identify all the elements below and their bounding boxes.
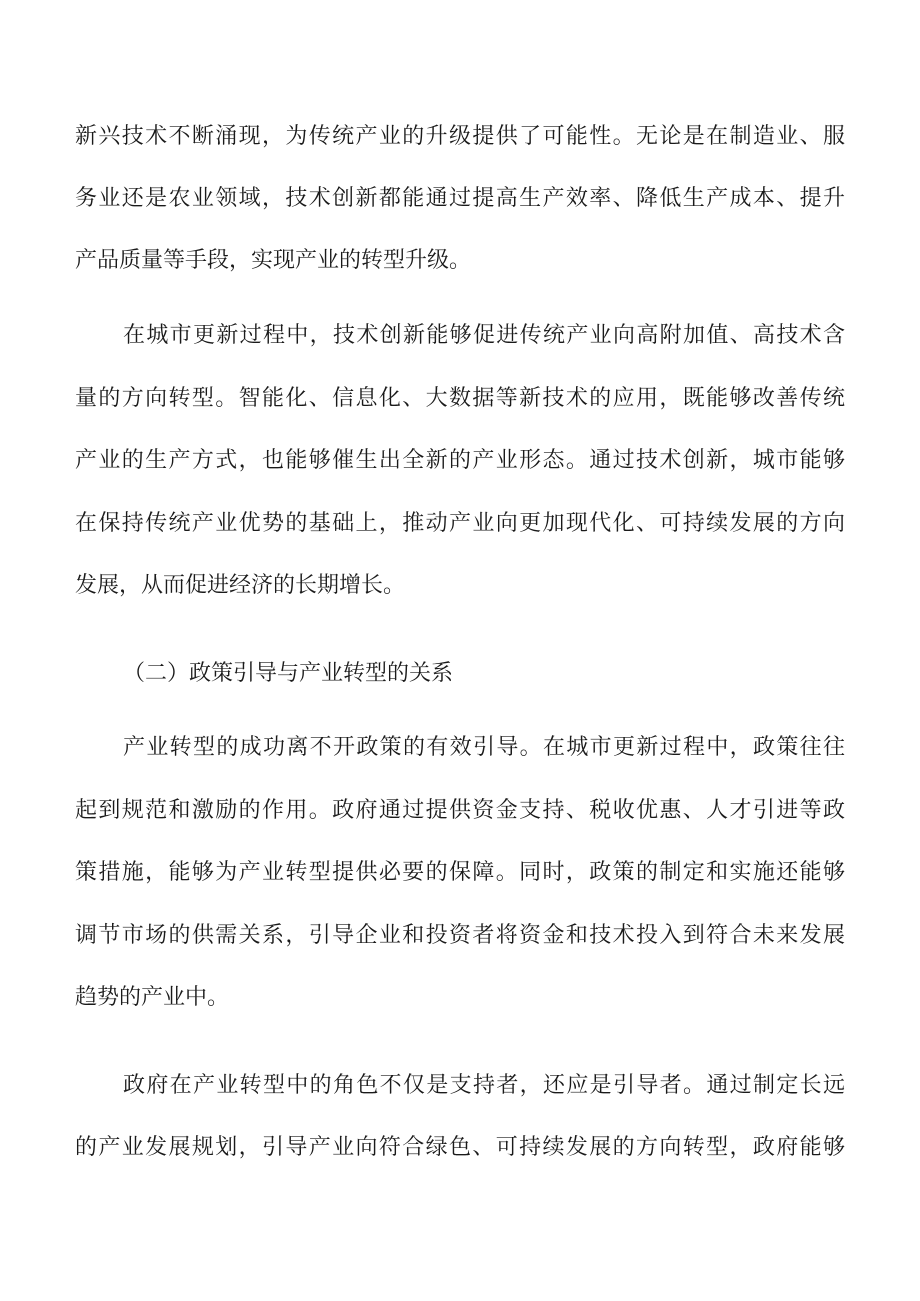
paragraph-2-line-3: 产业的生产方式，也能够催生出全新的产业形态。通过技术创新，城市能够 <box>75 448 845 473</box>
paragraph-4-line-2: 的产业发展规划，引导产业向符合绿色、可持续发展的方向转型，政府能够 <box>75 1135 845 1160</box>
paragraph-2-line-1: 在城市更新过程中，技术创新能够促进传统产业向高附加值、高技术含 <box>123 323 845 348</box>
paragraph-2-line-2: 量的方向转型。智能化、信息化、大数据等新技术的应用，既能够改善传统 <box>75 386 845 411</box>
paragraph-3-line-5: 趋势的产业中。 <box>75 985 230 1010</box>
paragraph-1-line-3: 产品质量等手段，实现产业的转型升级。 <box>75 248 472 273</box>
paragraph-3-line-4: 调节市场的供需关系，引导企业和投资者将资金和技术投入到符合未来发展 <box>75 923 845 948</box>
paragraph-3-line-3: 策措施，能够为产业转型提供必要的保障。同时，政策的制定和实施还能够 <box>75 860 845 885</box>
section-heading: （二）政策引导与产业转型的关系 <box>123 661 454 686</box>
paragraph-2-line-4: 在保持传统产业优势的基础上，推动产业向更加现代化、可持续发展的方向 <box>75 511 845 536</box>
paragraph-3-line-2: 起到规范和激励的作用。政府通过提供资金支持、税收优惠、人才引进等政 <box>75 798 845 823</box>
paragraph-1-line-1: 新兴技术不断涌现，为传统产业的升级提供了可能性。无论是在制造业、服 <box>75 124 845 149</box>
paragraph-4-line-1: 政府在产业转型中的角色不仅是支持者，还应是引导者。通过制定长远 <box>123 1073 845 1098</box>
paragraph-3-line-1: 产业转型的成功离不开政策的有效引导。在城市更新过程中，政策往往 <box>123 735 845 760</box>
paragraph-1-line-2: 务业还是农业领域，技术创新都能通过提高生产效率、降低生产成本、提升 <box>75 186 845 211</box>
paragraph-2-line-5: 发展，从而促进经济的长期增长。 <box>75 573 406 598</box>
